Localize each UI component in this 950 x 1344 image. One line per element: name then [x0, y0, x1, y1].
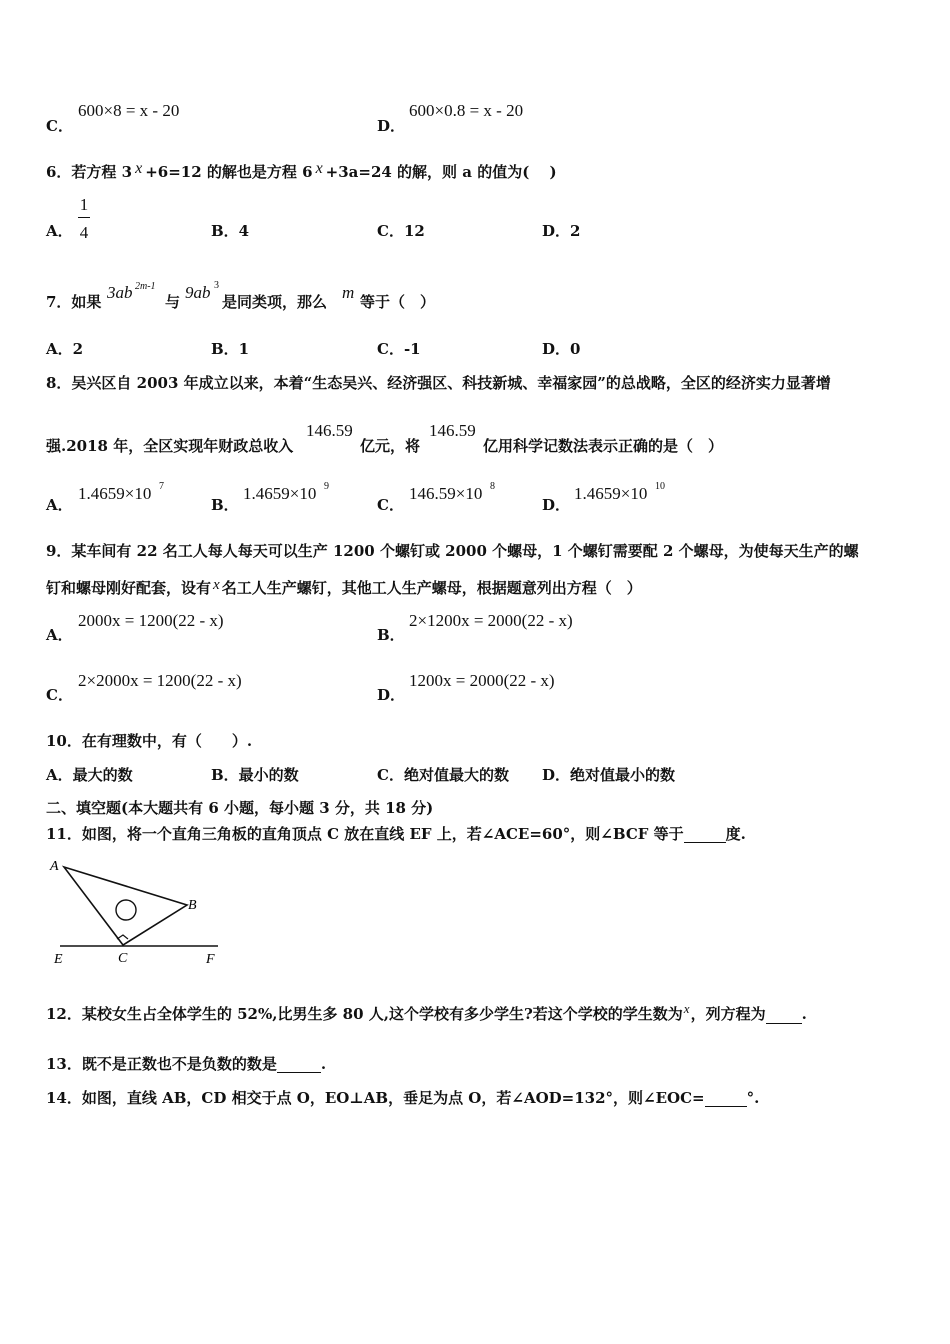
label-e: E	[54, 952, 63, 967]
q6-option-c: C．12	[377, 222, 425, 240]
fraction-bar	[78, 217, 90, 218]
q7-stem-a: 7．如果	[46, 293, 102, 311]
q8-value2: 146.59	[429, 421, 476, 440]
q9-option-b-label: B．	[377, 626, 405, 644]
q8-option-d-exponent: 10	[655, 481, 665, 492]
q8-line2-a: 强.2018 年，全区实现年财政总收入	[46, 437, 294, 455]
q9-line2: 钉和螺母刚好配套，设有 x 名工人生产螺钉，其他工人生产螺母，根据题意列出方程（ ）	[46, 577, 642, 597]
q7-option-a: A．2	[46, 340, 84, 358]
triangle-hole	[116, 900, 136, 920]
q8-option-a-math: 1.4659×10	[78, 484, 152, 503]
q8-option-d-label: D．	[542, 496, 571, 514]
q7-stem-d: 等于（ ）	[360, 293, 436, 311]
q10-option-d: D．绝对值最小的数	[542, 766, 676, 784]
q10-stem: 10．在有理数中，有（ ）.	[46, 732, 253, 750]
q9-option-d-math: 1200x = 2000(22 - x)	[409, 671, 555, 690]
q12-stem: 12．某校女生占全体学生的 52%,比男生多 80 人,这个学校有多少学生?若这个学校的学生数为x，列方程为 .	[46, 1001, 807, 1023]
q6-option-d: D．2	[542, 222, 581, 240]
q5-option-c-math: 600×8 = x - 20	[78, 101, 180, 120]
q6-fraction-denominator: 4	[79, 223, 89, 242]
q8-line1: 8．吴兴区自 2003 年成立以来，本着“生态吴兴、经济强区、科技新城、幸福家园”的总战略，全区的经济实力显著增	[46, 374, 831, 392]
q6-fraction-numerator: 1	[79, 195, 89, 214]
q13-stem: 13．既不是正数也不是负数的数是 .	[46, 1055, 327, 1073]
q7-option-d: D．0	[542, 340, 581, 358]
q8-option-d-math: 1.4659×10	[574, 484, 648, 503]
q7-option-b: B．1	[211, 340, 250, 358]
q14-stem: 14．如图，直线 AB，CD 相交于点 O，EO⊥AB，垂足为点 O，若∠AOD=132°，则∠EOC= °.	[46, 1089, 760, 1107]
q7-stem-b: 与	[165, 293, 181, 311]
q9-option-b-math: 2×1200x = 2000(22 - x)	[409, 611, 573, 630]
q8-option-a-label: A．	[46, 496, 73, 514]
q9-option-c-math: 2×2000x = 1200(22 - x)	[78, 671, 242, 690]
q9-option-d-label: D．	[377, 686, 406, 704]
q5-option-d-label: D．	[377, 117, 406, 135]
q10-option-c: C．绝对值最大的数	[377, 766, 509, 784]
label-c: C	[118, 951, 128, 966]
q8-option-b-label: B．	[211, 496, 239, 514]
q7-option-c: C．-1	[377, 340, 421, 358]
q8-option-b-math: 1.4659×10	[243, 484, 317, 503]
q9-option-c-label: C．	[46, 686, 73, 704]
q6-option-a-label: A．	[46, 222, 73, 240]
q8-option-a-exponent: 7	[159, 481, 164, 492]
q8-option-b-exponent: 9	[324, 481, 329, 492]
q9-line1: 9．某车间有 22 名工人每人每天可以生产 1200 个螺钉或 2000 个螺母，1 个螺钉需要配 2 个螺母，为使每天生产的螺	[46, 542, 859, 560]
q11-figure	[44, 855, 224, 970]
q7-term2-exponent: 3	[214, 280, 219, 291]
q5-option-c-label: C．	[46, 117, 73, 135]
q8-option-c-math: 146.59×10	[409, 484, 483, 503]
q10-option-b: B．最小的数	[211, 766, 299, 784]
q9-option-a-math: 2000x = 1200(22 - x)	[78, 611, 224, 630]
label-f: F	[206, 952, 215, 967]
q6-stem: 6．若方程 3 x +6=12 的解也是方程 6 x +3a=24 的解，则 a 的值为( )	[46, 160, 557, 181]
q6-option-b: B．4	[211, 222, 250, 240]
label-a: A	[50, 859, 59, 874]
q8-value1: 146.59	[306, 421, 353, 440]
q7-var-m: m	[342, 283, 355, 302]
q9-option-a-label: A．	[46, 626, 73, 644]
q8-option-c-exponent: 8	[490, 481, 495, 492]
q7-stem-c: 是同类项，那么	[222, 293, 328, 311]
label-b: B	[188, 898, 197, 913]
triangle-abc	[64, 867, 187, 945]
q7-term2: 9ab	[185, 283, 211, 302]
right-angle-mark	[117, 935, 128, 939]
section-heading: 二、填空题(本大题共有 6 小题，每小题 3 分，共 18 分)	[46, 799, 434, 817]
q8-line2-b: 亿元，将	[360, 437, 421, 455]
q8-option-c-label: C．	[377, 496, 404, 514]
q10-option-a: A．最大的数	[46, 766, 133, 784]
q5-option-d-math: 600×0.8 = x - 20	[409, 101, 524, 120]
q7-term1-exponent: 2m-1	[135, 281, 156, 292]
q11-stem: 11．如图，将一个直角三角板的直角顶点 C 放在直线 EF 上，若∠ACE=60°，则∠BCF 等于 度.	[46, 825, 746, 843]
q7-term1: 3ab	[107, 283, 133, 302]
q8-line2-c: 亿用科学记数法表示正确的是（ ）	[483, 437, 724, 455]
